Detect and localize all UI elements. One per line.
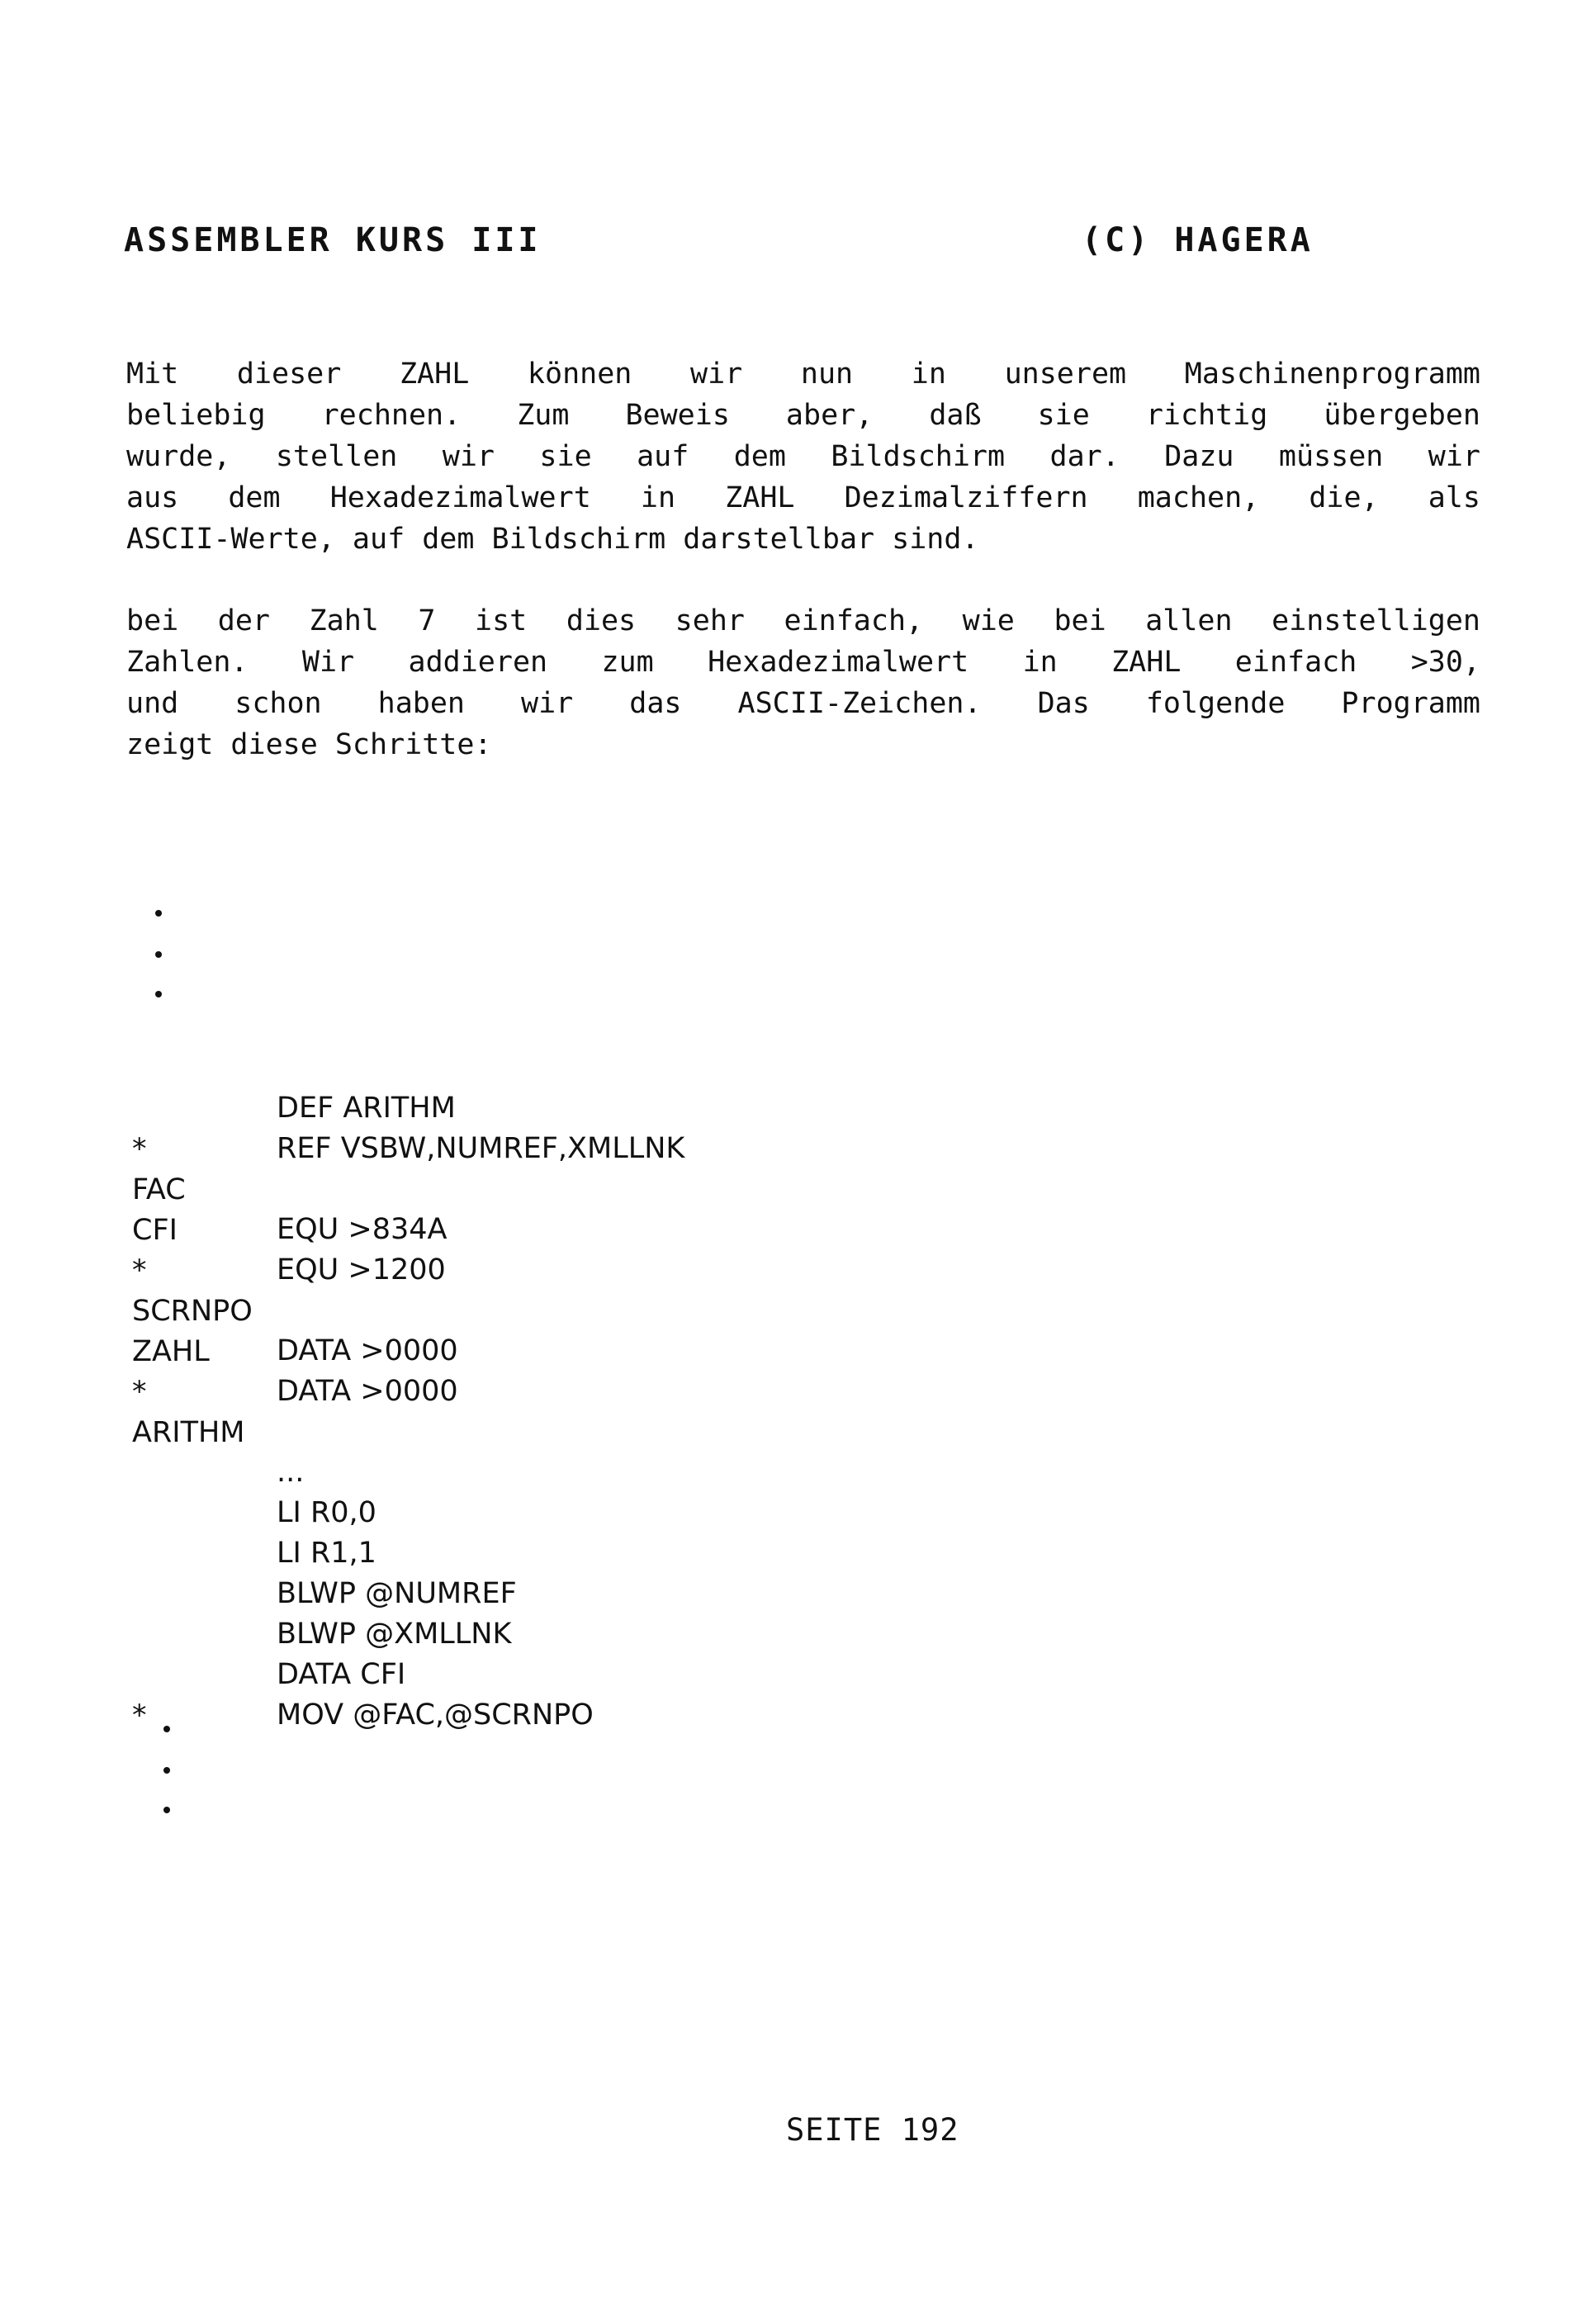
code-label: * [132,1699,147,1732]
ellipsis-dot [163,1767,170,1774]
text-line: Zahlen. Wir addieren zum Hexadezimalwert in ZAHL einfach >30, [126,646,1480,679]
page-header [124,221,1478,287]
code-line [132,1373,305,1489]
code-label: FAC [132,1173,186,1206]
code-instruction: DATA >0000 [277,1334,458,1367]
code-instruction: LI R0,0 [277,1496,377,1529]
course-title: ASSEMBLER KURS III [124,221,542,259]
code-label: ZAHL [132,1335,210,1368]
text-line: wurde, stellen wir sie auf dem Bildschirm dar. Dazu müssen wir [126,440,1480,473]
page-number: SEITE 192 [786,2112,959,2148]
code-instruction: EQU >1200 [277,1253,446,1286]
code-label: ARITHM [132,1416,245,1449]
ellipsis-dot [163,1807,170,1813]
code-label: * [132,1133,147,1166]
code-line [132,1090,169,1166]
ellipsis-dot [155,991,162,997]
code-label: SCRNPO [132,1295,253,1328]
copyright-notice: (C) HAGERA [1082,221,1314,259]
code-instruction: MOV @FAC,@SCRNPO [277,1698,594,1732]
paragraph-intro [126,353,1480,560]
code-label: * [132,1376,147,1409]
code-line [132,1656,169,1732]
code-label: CFI [132,1214,178,1247]
code-instruction: DATA CFI [277,1658,406,1691]
code-instruction: EQU >834A [277,1213,448,1246]
code-instruction: REF VSBW,NUMREF,XMLLNK [277,1132,685,1165]
ellipsis-dot [155,951,162,958]
code-line [132,1333,169,1409]
ellipsis-dot [155,910,162,917]
code-instruction: LI R1,1 [277,1537,377,1570]
text-line: und schon haben wir das ASCII-Zeichen. Das folgende Programm [126,687,1480,720]
code-label: * [132,1254,147,1287]
text-line: beliebig rechnen. Zum Beweis aber, daß sie richtig übergeben [126,399,1480,432]
text-line: zeigt diese Schritte: [126,728,492,761]
text-line: ASCII-Werte, auf dem Bildschirm darstellbar sind. [126,523,979,556]
code-instruction: DEF ARITHM [277,1092,456,1125]
code-instruction: BLWP @NUMREF [277,1577,517,1610]
code-line [132,1009,456,1125]
text-line: bei der Zahl 7 ist dies sehr einfach, wie bei allen einstelligen [126,604,1480,637]
ellipsis-dot [163,1726,170,1732]
code-instruction: DATA >0000 [277,1375,458,1408]
paragraph-steps [126,600,1480,765]
code-line [132,1211,169,1287]
text-line: aus dem Hexadezimalwert in ZAHL Dezimalziffern machen, die, als [126,481,1480,514]
code-instruction: BLWP @XMLLNK [277,1618,512,1651]
code-instruction: ... [277,1456,305,1489]
text-line: Mit dieser ZAHL können wir nun in unserem Maschinenprogramm [126,358,1480,391]
